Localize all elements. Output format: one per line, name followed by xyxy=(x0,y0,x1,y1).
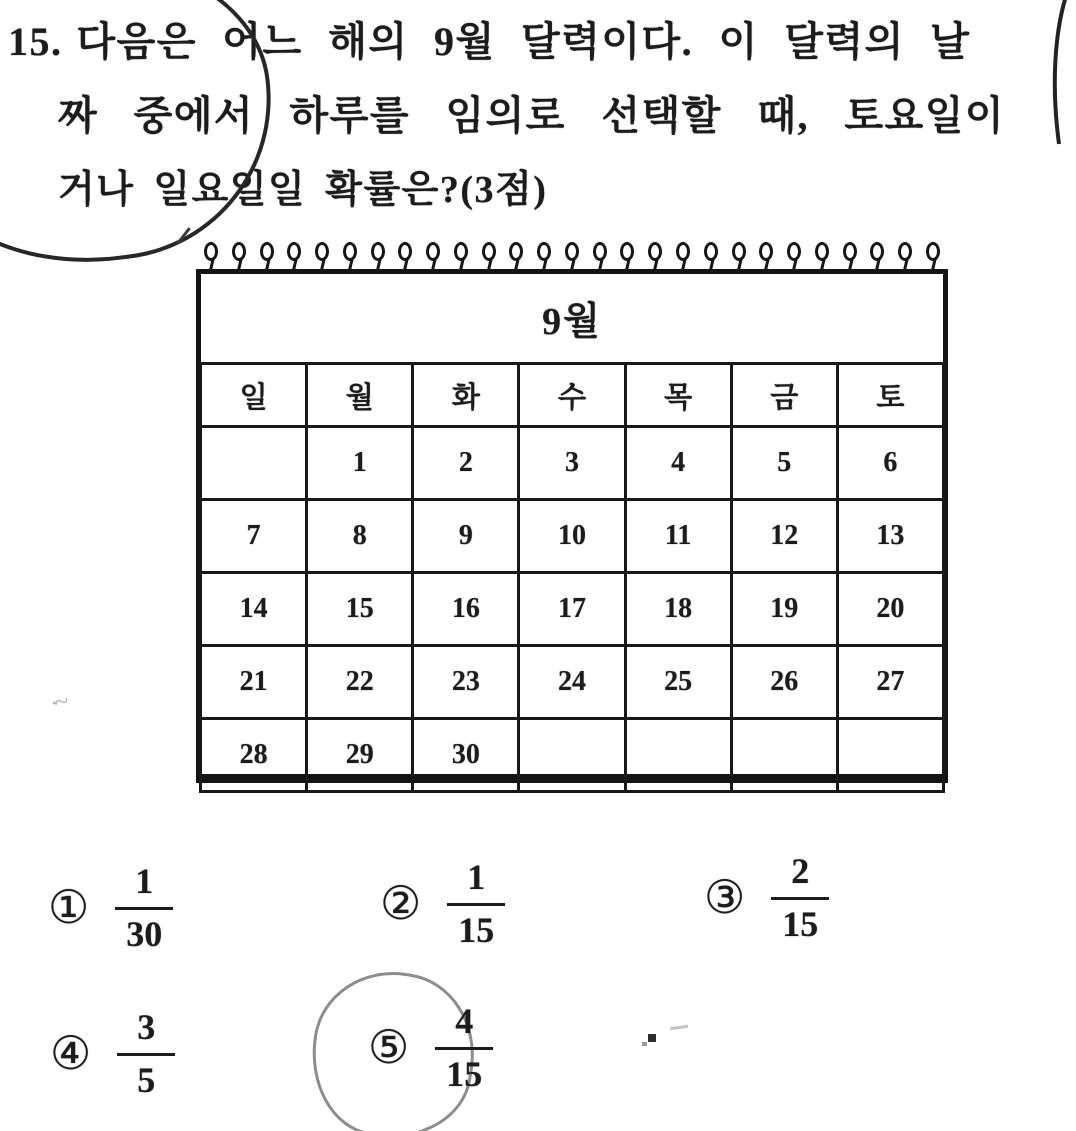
date-cell: 11 xyxy=(625,500,731,573)
date-cell: 12 xyxy=(731,500,837,573)
choice-3 xyxy=(704,852,829,944)
choice-5-marker: ⑤ xyxy=(368,1022,410,1074)
calendar-table xyxy=(199,362,945,793)
binder-ring xyxy=(287,242,301,261)
binder-ring xyxy=(260,242,274,261)
date-cell: 10 xyxy=(519,500,625,573)
binder-ring xyxy=(232,242,246,261)
binder-ring xyxy=(870,242,884,261)
empty-cell xyxy=(201,427,307,500)
date-cell: 5 xyxy=(731,427,837,500)
choice-4 xyxy=(50,1008,175,1100)
binder-ring xyxy=(759,242,773,261)
choice-3-marker: ③ xyxy=(704,872,746,924)
choice-2-fraction: $\frac{1}{15}$ xyxy=(447,858,505,950)
date-cell: 27 xyxy=(837,646,943,719)
binder-ring xyxy=(537,242,551,261)
stray-pen-mark xyxy=(638,1016,708,1056)
date-cell: 13 xyxy=(837,500,943,573)
date-cell: 18 xyxy=(625,573,731,646)
date-cell: 30 xyxy=(413,719,519,792)
question-line-2: 짜 중에서 하루를 임의로 선택할 때, 토요일이 xyxy=(58,93,1006,138)
date-cell: 29 xyxy=(307,719,413,792)
binder-ring xyxy=(787,242,801,261)
date-cell: 16 xyxy=(413,573,519,646)
choice-4-marker: ④ xyxy=(50,1028,92,1080)
day-header-row xyxy=(201,364,944,427)
day-header: 토 xyxy=(837,364,943,427)
binder-ring xyxy=(398,242,412,261)
binder-ring xyxy=(620,242,634,261)
binder-ring xyxy=(732,242,746,261)
day-header: 화 xyxy=(413,364,519,427)
calendar-title: 9월 xyxy=(542,301,602,343)
day-header: 금 xyxy=(731,364,837,427)
empty-cell xyxy=(519,719,625,792)
binder-ring xyxy=(648,242,662,261)
date-cell: 9 xyxy=(413,500,519,573)
binder-ring xyxy=(371,242,385,261)
date-cell: 28 xyxy=(201,719,307,792)
binder-rings xyxy=(204,242,940,261)
binder-ring xyxy=(815,242,829,261)
choice-4-fraction: $\frac{3}{5}$ xyxy=(117,1008,175,1100)
date-cell: 8 xyxy=(307,500,413,573)
empty-cell xyxy=(625,719,731,792)
september-calendar xyxy=(196,242,948,787)
question-line-3: 거나 일요일일 확률은?(3점) xyxy=(58,169,548,211)
binder-ring xyxy=(676,242,690,261)
binder-ring xyxy=(482,242,496,261)
question-number: 15. xyxy=(8,19,63,64)
binder-ring xyxy=(509,242,523,261)
date-cell: 20 xyxy=(837,573,943,646)
empty-cell xyxy=(837,719,943,792)
date-cell: 24 xyxy=(519,646,625,719)
week-row xyxy=(201,427,944,500)
binder-ring xyxy=(454,242,468,261)
day-header: 수 xyxy=(519,364,625,427)
date-cell: 3 xyxy=(519,427,625,500)
date-cell: 2 xyxy=(413,427,519,500)
question-text-1: 다음은 어느 해의 9월 달력이다. 이 달력의 날 xyxy=(76,19,971,64)
choice-5 xyxy=(368,1002,493,1094)
week-row xyxy=(201,646,944,719)
date-cell: 23 xyxy=(413,646,519,719)
date-cell: 22 xyxy=(307,646,413,719)
date-cell: 15 xyxy=(307,573,413,646)
date-cell: 17 xyxy=(519,573,625,646)
date-cell: 21 xyxy=(201,646,307,719)
binder-ring xyxy=(315,242,329,261)
pen-smudge-annotation: ·~ xyxy=(47,686,68,719)
choice-1-fraction: $\frac{1}{30}$ xyxy=(115,862,173,954)
binder-ring xyxy=(843,242,857,261)
day-header: 목 xyxy=(625,364,731,427)
binder-ring xyxy=(704,242,718,261)
binder-ring xyxy=(898,242,912,261)
date-cell: 4 xyxy=(625,427,731,500)
date-cell: 6 xyxy=(837,427,943,500)
choice-3-fraction: $\frac{2}{15}$ xyxy=(771,852,829,944)
binder-ring xyxy=(343,242,357,261)
question-circle-annotation xyxy=(0,0,289,283)
date-cell: 19 xyxy=(731,573,837,646)
choice-2 xyxy=(380,858,505,950)
week-row xyxy=(201,719,944,792)
week-row xyxy=(201,500,944,573)
binder-ring xyxy=(565,242,579,261)
date-cell: 7 xyxy=(201,500,307,573)
choice-1-marker: ① xyxy=(48,882,90,934)
date-cell: 26 xyxy=(731,646,837,719)
choice-2-marker: ② xyxy=(380,878,422,930)
day-header: 일 xyxy=(201,364,307,427)
binder-ring xyxy=(926,242,940,261)
week-row xyxy=(201,573,944,646)
choice-1 xyxy=(48,862,173,954)
choice-5-fraction: $\frac{4}{15}$ xyxy=(435,1002,493,1094)
date-cell: 1 xyxy=(307,427,413,500)
binder-ring xyxy=(426,242,440,261)
binder-ring xyxy=(204,242,218,261)
date-cell: 25 xyxy=(625,646,731,719)
date-cell: 14 xyxy=(201,573,307,646)
calendar-board xyxy=(196,269,948,783)
empty-cell xyxy=(731,719,837,792)
edge-stroke-annotation xyxy=(1040,0,1074,146)
day-header: 월 xyxy=(307,364,413,427)
binder-ring xyxy=(593,242,607,261)
